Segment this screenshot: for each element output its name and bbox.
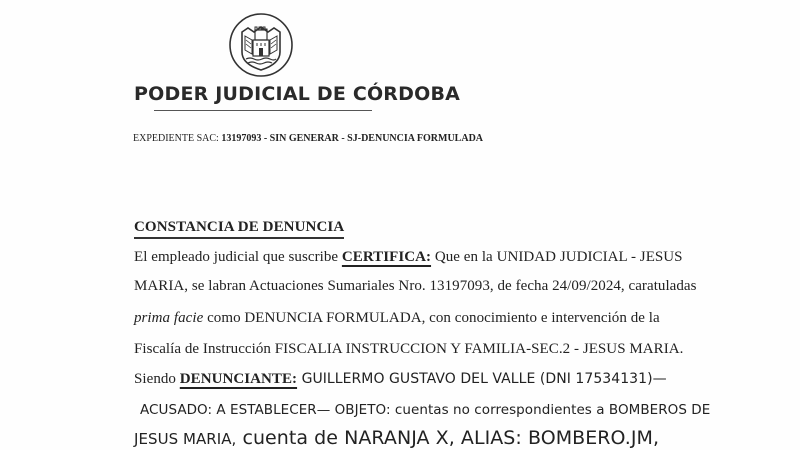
- body-line-4: Fiscalía de Instrucción FISCALIA INSTRUCCION Y FAMILIA-SEC.2 - JESUS MARIA.: [134, 341, 684, 357]
- body-line-2: MARIA, se labran Actuaciones Sumariales Nro. 13197093, de fecha 24/09/2024, caratuladas: [134, 278, 697, 294]
- org-title: PODER JUDICIAL DE CÓRDOBA: [134, 83, 461, 105]
- text: JESUS MARIA,: [134, 430, 237, 448]
- prima-facie-text: prima facie: [134, 310, 204, 326]
- body-line-7: [134, 427, 659, 449]
- expediente-value: 13197093 - SIN GENERAR - SJ-DENUNCIA FORMULADA: [221, 133, 484, 144]
- expediente-label: EXPEDIENTE SAC:: [133, 133, 222, 144]
- cordoba-coat-of-arms-icon: [228, 12, 294, 78]
- denunciante-keyword: DENUNCIANTE:: [179, 371, 298, 387]
- denunciante-value: GUILLERMO GUSTAVO DEL VALLE (DNI 17534131)—: [297, 371, 667, 387]
- body-line-5: [134, 371, 667, 388]
- text: como DENUNCIA FORMULADA, con conocimiento e intervención de la: [203, 310, 660, 326]
- certifica-keyword: CERTIFICA:: [341, 249, 432, 265]
- text: Siendo: [134, 371, 180, 387]
- expediente-line: [133, 133, 483, 144]
- body-line-3: [134, 310, 660, 327]
- text: El empleado judicial que suscribe: [134, 249, 342, 265]
- title-divider: [154, 110, 372, 111]
- account-alias-text: cuenta de NARANJA X, ALIAS: BOMBERO.JM,: [236, 427, 660, 449]
- body-line-6: [140, 402, 710, 419]
- body-line-1: [134, 249, 683, 266]
- text: Que en la UNIDAD JUDICIAL - JESUS: [431, 249, 683, 265]
- acusado-objeto-text: ACUSADO: A ESTABLECER— OBJETO: cuentas no correspondientes a BOMBEROS DE: [140, 402, 711, 418]
- section-title: CONSTANCIA DE DENUNCIA: [134, 219, 344, 239]
